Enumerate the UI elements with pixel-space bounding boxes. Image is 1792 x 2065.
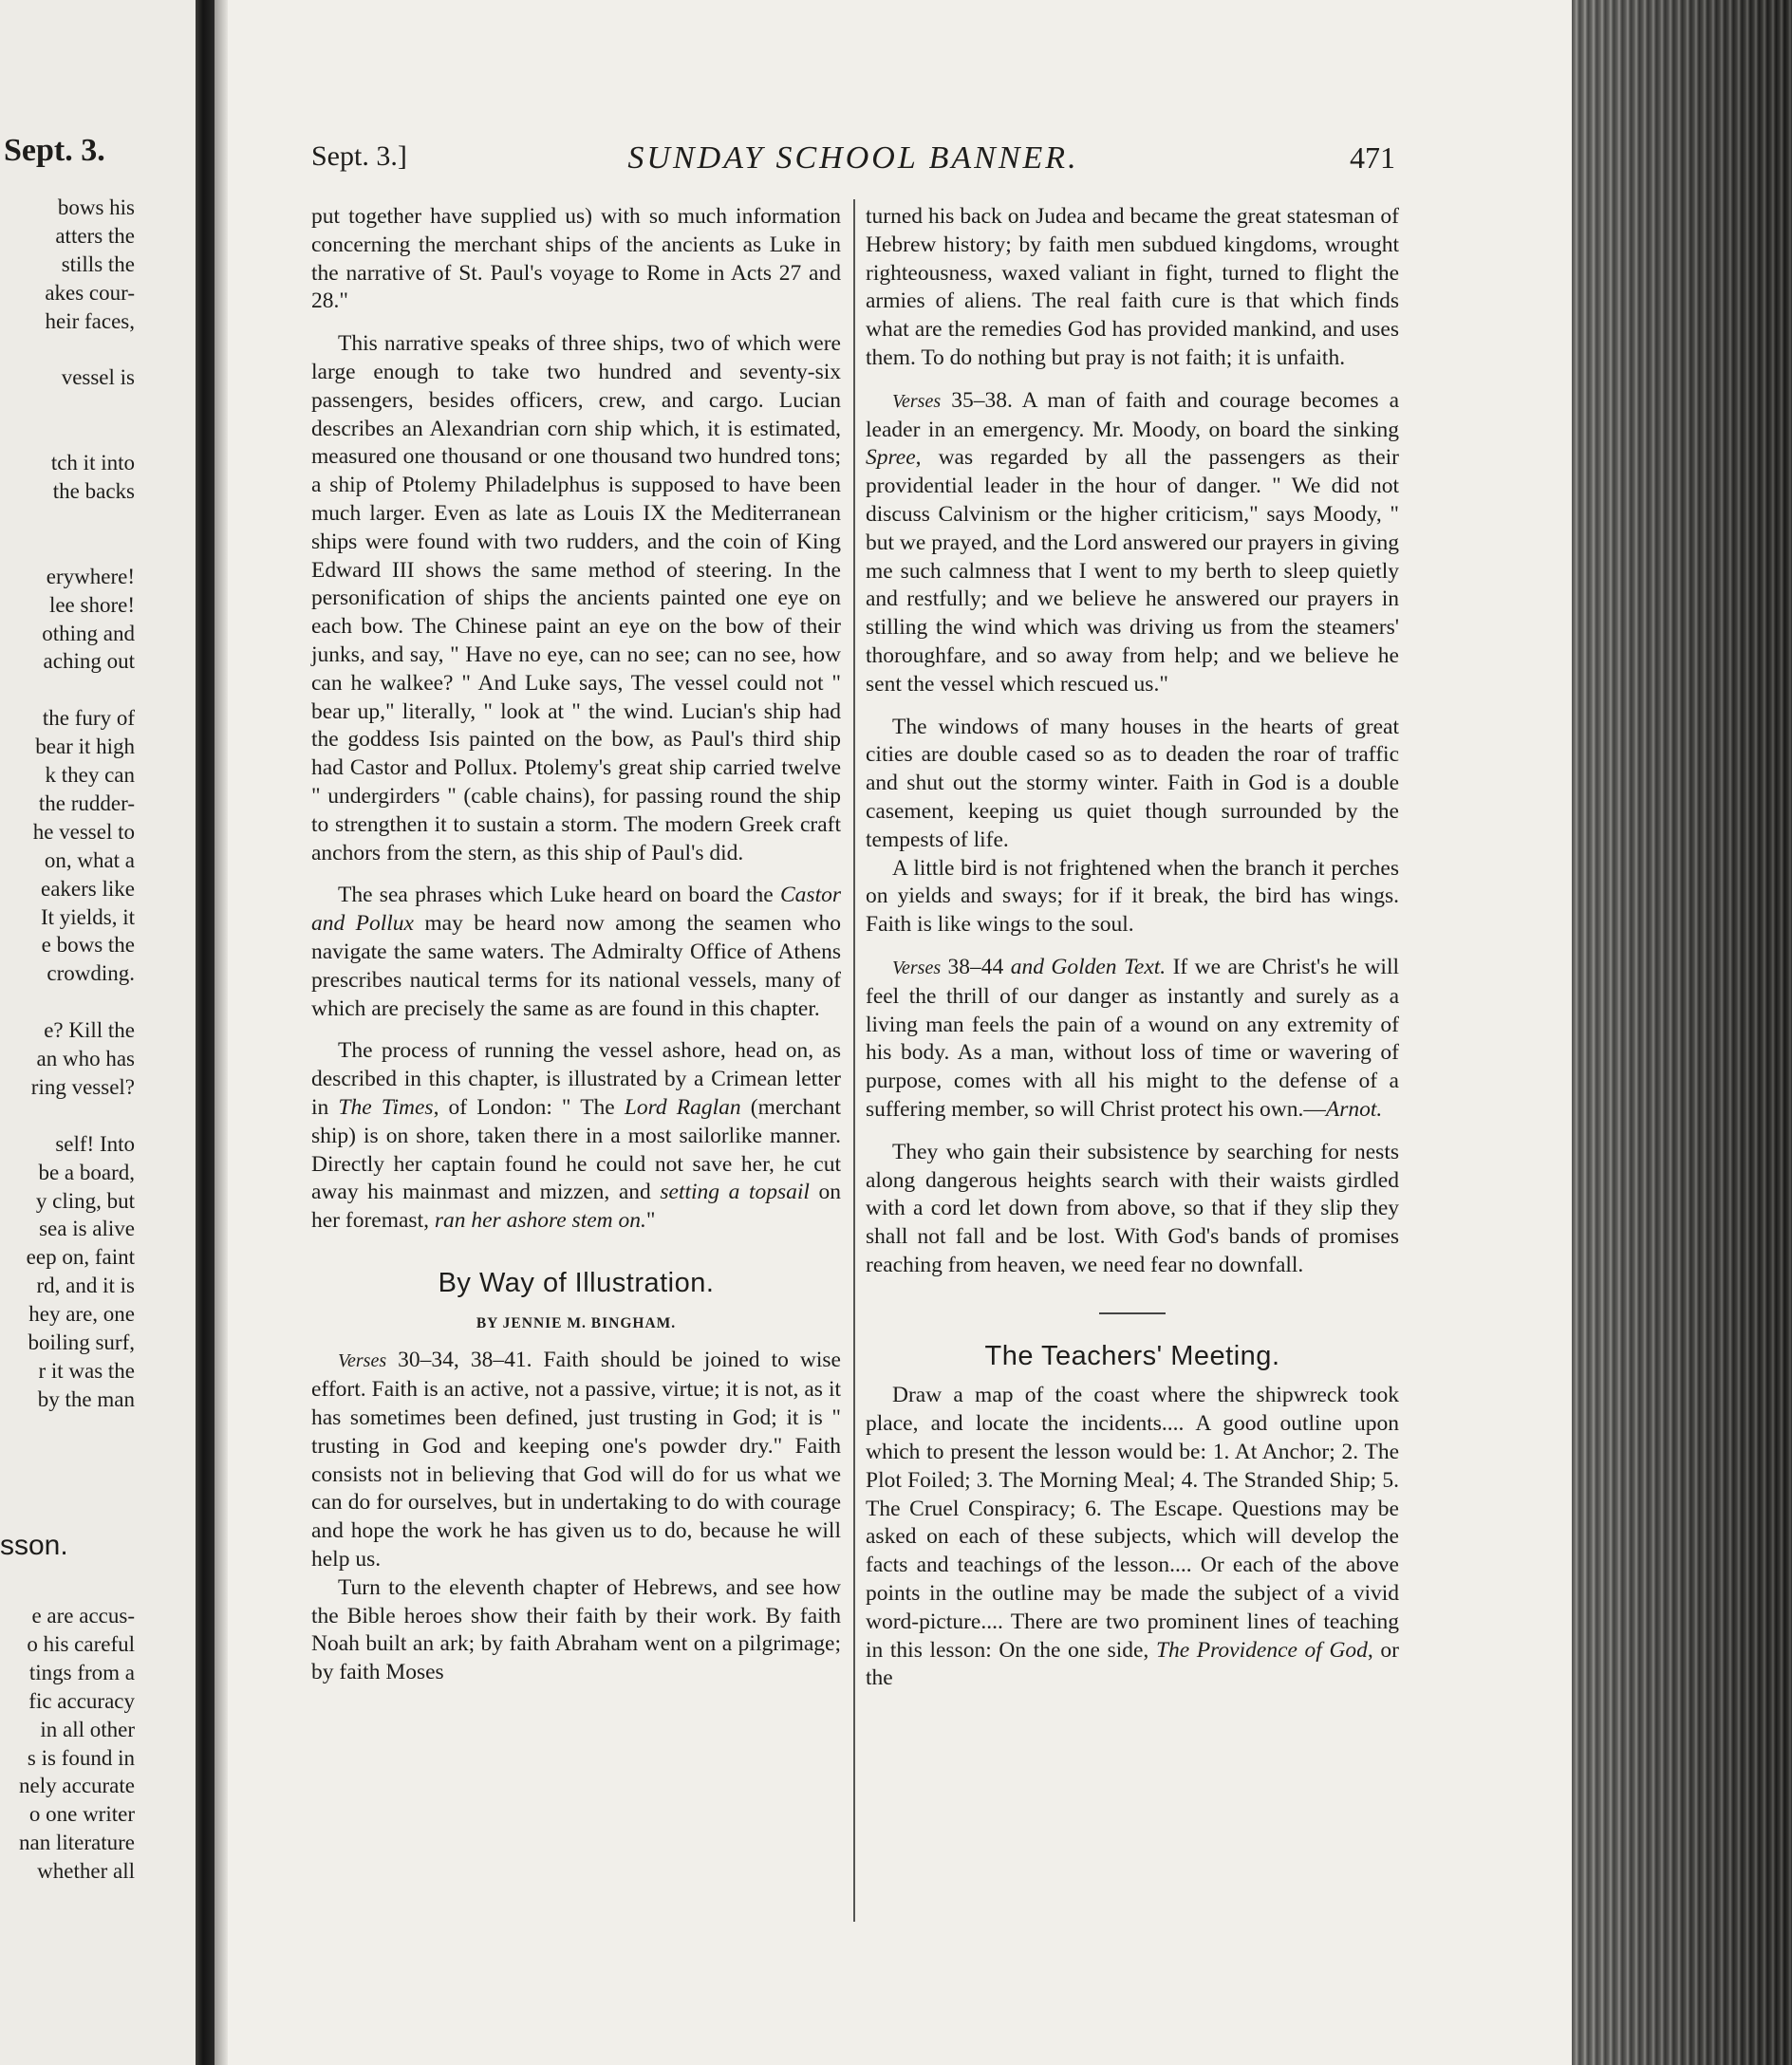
left-page-fragment: eakers like — [41, 876, 135, 901]
left-page-fragment: o one writer — [28, 1802, 135, 1827]
paragraph: They who gain their subsistence by searching for nests along dangerous heights search with their waists girdled with a cord let down from above, so that if they slip they shall not fall and be lost. With God's bands of promises reaching from heaven, we need fear no downfall. — [866, 1139, 1399, 1277]
left-page-fragment: heir faces, — [45, 308, 135, 333]
left-page-fragment: k they can — [45, 763, 135, 787]
paragraph: Verses 35–38. A man of faith and courage becomes a leader in an emergency. Mr. Moody, on board the sinking Spree, was regarded by all the passengers as their providential leader in the hour of danger. " We did not discuss Calvinism or the higher criticism," says Moody, " but we prayed, and the Lord answered our prayers in giving me such calmness that I went to my berth to sleep quietly and restfully; and we believe he answered our prayers in stilling the wind which was driving us from the steamers' thoroughfare, and so away from help; and we believe he sent the vessel which rescued us." — [866, 387, 1399, 697]
header-date: Sept. 3.] — [311, 140, 407, 172]
left-page-fragment: e? Kill the — [44, 1018, 135, 1043]
left-page-fragment: e are accus- — [31, 1604, 135, 1628]
paragraph: Draw a map of the coast where the shipwreck took place, and locate the incidents.... A good outline upon which to present the lesson would be: 1. At Anchor; 2. The Plot Foiled; 3. The Morning Meal; 4. The Stranded Ship; 5. The Cruel Conspiracy; 6. The Escape. Questions may be asked on each of these subjects, which will develop the facts and teachings of the lesson.... Or each of the above points in the outline may be made the subject of a vivid word-picture.... There are two prominent lines of teaching in this lesson: On the one side, The Providence of God, or the — [866, 1383, 1399, 1691]
paragraph: This narrative speaks of three ships, two of which were large enough to take two hundred and seventy-six passengers, besides officers, crew, and cargo. Lucian describes an Alexandrian corn ship which, it is estimated, measured one thousand or one thousand two hundred tons; a ship of Ptolemy Philadelphus is supposed to have been much larger. Even as late as Louis IX the Mediterranean ships were found with two rudders, and the coin of King Edward III shows the same method of steering. In the personification of ships the ancients painted one eye on each bow. The Chinese paint an eye on the bow of their junks, and say, " Have no eye, can no see; can no see, how can he walkee? " And Luke says, The vessel could not " bear up," literally, " look at " the wind. Lucian's ship had the goddess Isis painted on the bow, as Paul's third ship had Castor and Pollux. Ptolemy's great ship carried twelve " undergirders " (cable chains), for passing round the ship to strengthen it to sustain a storm. The modern Greek craft anchors from the stern, as this ship of Paul's did. — [311, 331, 841, 865]
left-page-fragment: e bows the — [41, 933, 135, 958]
left-page-fragment: othing and — [42, 621, 135, 645]
left-page-fragment: It yields, it — [40, 904, 135, 929]
left-page-fragment: r it was the — [38, 1358, 135, 1383]
left-page-fragment: erywhere! — [46, 564, 135, 588]
paragraph: The windows of many houses in the hearts of great cities are double cased so as to deaden the roar of traffic and shut out the stormy winter. Faith in God is a double casement, keeping us quiet though surrounded by the tempests of life. — [866, 714, 1399, 852]
left-page-fragment: the backs — [52, 479, 135, 503]
header-title: SUNDAY SCHOOL BANNER. — [627, 140, 1079, 176]
left-page-fragment: the rudder- — [38, 791, 135, 815]
left-page-fragment: stills the — [61, 251, 135, 276]
paragraph: A little bird is not frightened when the branch it perches on yields and sways; for if it break, the bird has wings. Faith is like wings to the soul. — [866, 855, 1399, 938]
paragraph: Verses 30–34, 38–41. Faith should be joined to wise effort. Faith is an active, not a passive, virtue; it is not, as it has sometimes been defined, just trusting in God; it is " trusting in God and keeping one's powder dry." Faith consists not in believing that God will do for us what we can do for ourselves, but in undertaking to do with courage and hope the work he has given us to do, because he will help us. — [311, 1348, 841, 1572]
paragraph: Turn to the eleventh chapter of Hebrews, and see how the Bible heroes show their faith by their work. By faith Noah built an ark; by faith Abraham went on a pilgrimage; by faith Moses — [311, 1574, 841, 1685]
paragraph: The sea phrases which Luke heard on board the Castor and Pollux may be heard now among the seamen who navigate the same waters. The Admiralty Office of Athens prescribes nautical terms for its national vessels, many of which are precisely the same as are found in this chapter. — [311, 883, 841, 1021]
left-page-fragment: atters the — [55, 223, 135, 248]
column-left — [311, 203, 841, 1687]
left-page-fragment: in all other — [40, 1717, 135, 1741]
page-number: 471 — [1350, 140, 1395, 175]
left-page-fragment: crowding. — [47, 961, 135, 986]
left-page-fragment: o his careful — [27, 1631, 135, 1656]
left-page-fragment: he vessel to — [32, 819, 135, 844]
left-page-fragment: hey are, one — [28, 1302, 135, 1327]
paragraph: turned his back on Judea and became the great statesman of Hebrew history; by faith men subdued kingdoms, wrought righteousness, waxed valiant in fight, turned to flight the armies of aliens. The real faith cure is that which finds what are the remedies God has provided mankind, and uses them. To do nothing but pray is not faith; it is unfaith. — [866, 204, 1399, 370]
left-page-fragment: ring vessel? — [30, 1074, 135, 1099]
left-page-fragment: rd, and it is — [36, 1274, 135, 1298]
page-edges-shade — [1572, 0, 1792, 2065]
left-page-fragment: by the man — [37, 1386, 135, 1411]
left-page-fragment: fic accuracy — [28, 1688, 135, 1713]
paragraph: Verses 38–44 and Golden Text. If we are Christ's he will feel the thrill of our danger as instantly and surely as a living man feels the pain of a wound on any extremity of his body. As a man, without loss of time or wavering of purpose, comes with all his might to the defense of a suffering member, so will Christ protect his own.—Arnot. — [866, 954, 1399, 1122]
left-page-fragment: whether all — [37, 1859, 135, 1884]
left-page-fragment: the fury of — [42, 706, 135, 731]
left-page-fragment: nely accurate — [19, 1774, 135, 1798]
section-title: The Teachers' Meeting. — [984, 1340, 1280, 1371]
left-page-fragment: aching out — [43, 649, 135, 674]
left-page-fragment: bows his — [57, 195, 135, 219]
left-page-fragment: bear it high — [35, 735, 135, 759]
left-page-section-fragment: sson. — [0, 1530, 68, 1561]
left-page-fragment: lee shore! — [48, 592, 135, 617]
left-page-fragment: akes cour- — [45, 280, 135, 305]
left-page-fragment: be a board, — [38, 1160, 135, 1184]
book-gutter-shadow — [215, 0, 228, 2065]
running-header — [311, 140, 1395, 182]
left-page-fragment: on, what a — [44, 847, 135, 872]
left-page-fragment: nan literature — [19, 1831, 135, 1855]
left-facing-page — [0, 0, 207, 2065]
left-page-fragment: s is found in — [27, 1745, 135, 1770]
byline: BY JENNIE M. BINGHAM. — [476, 1314, 677, 1331]
section-title: By Way of Illustration. — [438, 1267, 715, 1298]
left-page-fragment: boiling surf, — [28, 1330, 135, 1354]
left-page-fragment: y cling, but — [35, 1188, 135, 1213]
left-page-header: Sept. 3. — [4, 133, 105, 168]
left-page-fragment: self! Into — [55, 1131, 135, 1156]
paragraph: put together have supplied us) with so much information concerning the merchant ships of the ancients as Luke in the narrative of St. Paul's voyage to Rome in Acts 27 and 28." — [311, 204, 841, 314]
left-page-fragment: sea is alive — [39, 1217, 135, 1241]
column-right — [866, 203, 1399, 1693]
left-page-fragment: tch it into — [50, 451, 135, 475]
left-page-fragment: tings from a — [28, 1660, 135, 1684]
left-page-fragment: eep on, faint — [26, 1245, 135, 1270]
left-page-fragment: vessel is — [61, 365, 135, 390]
paragraph: The process of running the vessel ashore, head on, as described in this chapter, is illustrated by a Crimean letter in The Times, of London: " The Lord Raglan (merchant ship) is on shore, taken there in a most sailorlike manner. Directly her captain found he could not save her, he cut away his mainmast and mizzen, and setting a topsail on her foremast, ran her ashore stem on." — [311, 1038, 842, 1234]
book-gutter — [196, 0, 215, 2065]
left-page-fragment: an who has — [36, 1047, 135, 1070]
column-divider — [853, 199, 855, 1922]
section-rule — [1099, 1312, 1166, 1314]
